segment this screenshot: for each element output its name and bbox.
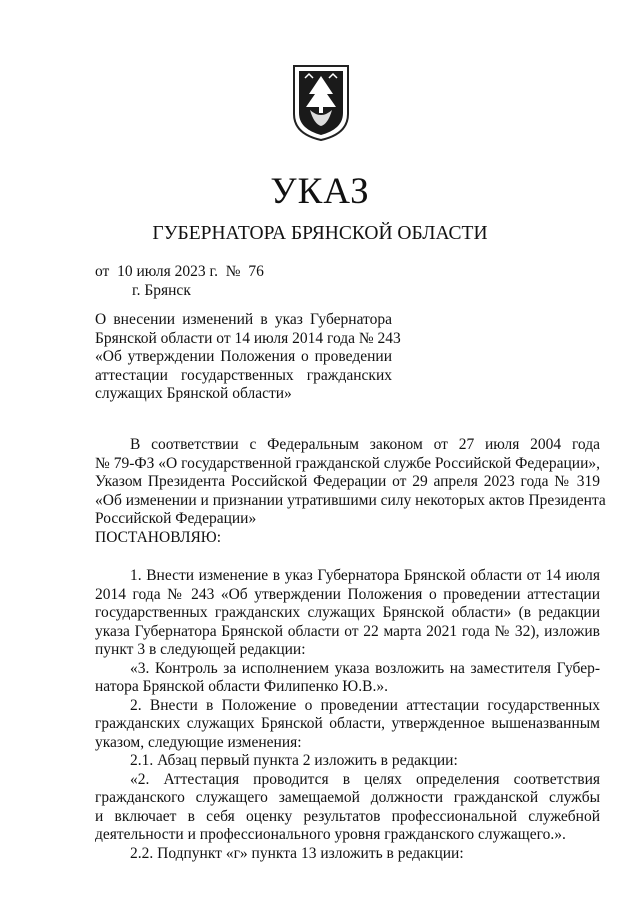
subject-line: «Об утверждении Положения о проведении bbox=[95, 348, 392, 365]
item1-line: 2014 года № 243 «Об утверждении Положения о проведении аттестации bbox=[95, 585, 600, 603]
item1-line: 1. Внести изменение в указ Губернатора Брянской области от 14 июля bbox=[130, 567, 600, 584]
subject-line: аттестации государственных гражданских bbox=[95, 366, 392, 384]
item1-line: указа Губернатора Брянской области от 22 марта 2021 года № 32), изложив bbox=[95, 622, 600, 640]
paragraph-gap bbox=[95, 547, 600, 567]
coat-of-arms-icon bbox=[292, 64, 350, 142]
document-issuer: ГУБЕРНАТОРА БРЯНСКОЙ ОБЛАСТИ bbox=[152, 223, 488, 244]
item2-1-quote-line: и включает в себя оценку результатов профессиональной служебной bbox=[95, 807, 600, 825]
item2-1-quote-line: «2. Аттестация проводится в целях определения соответствия bbox=[130, 770, 600, 788]
document-title: УКАЗ bbox=[270, 171, 370, 212]
item1-line: пункт 3 в следующей редакции: bbox=[95, 641, 306, 658]
decree-date-number: от 10 июля 2023 г. № 76 bbox=[95, 263, 264, 280]
item2-1-quote-line: гражданского служащего замещаемой должности гражданской службы bbox=[95, 789, 600, 806]
preamble-line: В соответствии с Федеральным законом от 27 июля 2004 года bbox=[130, 436, 600, 453]
decree-word: ПОСТАНОВЛЯЮ: bbox=[95, 528, 222, 546]
subject-line: Брянской области от 14 июля 2014 года № 243 bbox=[95, 329, 401, 347]
preamble-line: № 79-ФЗ «О государственной гражданской службе Российской Федерации», bbox=[95, 454, 600, 472]
preamble-line: Российской Федерации» bbox=[95, 510, 257, 527]
item2-1-quote-line: деятельности и профессионального уровня гражданского служащего.». bbox=[95, 826, 566, 843]
item2-2-line: 2.2. Подпункт «г» пункта 13 изложить в редакции: bbox=[130, 844, 464, 862]
item2-line: гражданских служащих Брянской области, утвержденное вышеназванным bbox=[95, 715, 600, 732]
item2-1-line: 2.1. Абзац первый пункта 2 изложить в редакции: bbox=[130, 752, 458, 769]
decree-city: г. Брянск bbox=[132, 282, 191, 299]
item1-line: государственных гражданских служащих Брянской области» (в редакции bbox=[95, 604, 600, 621]
item2-line: указом, следующие изменения: bbox=[95, 733, 302, 751]
preamble-line: Указом Президента Российской Федерации от 29 апреля 2023 года № 319 bbox=[95, 473, 600, 490]
coat-of-arms-emblem bbox=[292, 64, 350, 142]
item2-line: 2. Внести в Положение о проведении аттестации государственных bbox=[130, 696, 600, 714]
subject-line: служащих Брянской области» bbox=[95, 385, 292, 402]
preamble-line: «Об изменении и признании утратившими силу некоторых актов Президента bbox=[95, 491, 606, 509]
subject-line: О внесении изменений в указ Губернатора bbox=[95, 311, 392, 328]
item1-quote-line: «3. Контроль за исполнением указа возложить на заместителя Губер- bbox=[130, 659, 600, 677]
item1-quote-line: натора Брянской области Филипенко Ю.В.». bbox=[95, 678, 388, 695]
decree-body bbox=[95, 436, 606, 863]
decree-subject bbox=[95, 311, 401, 404]
